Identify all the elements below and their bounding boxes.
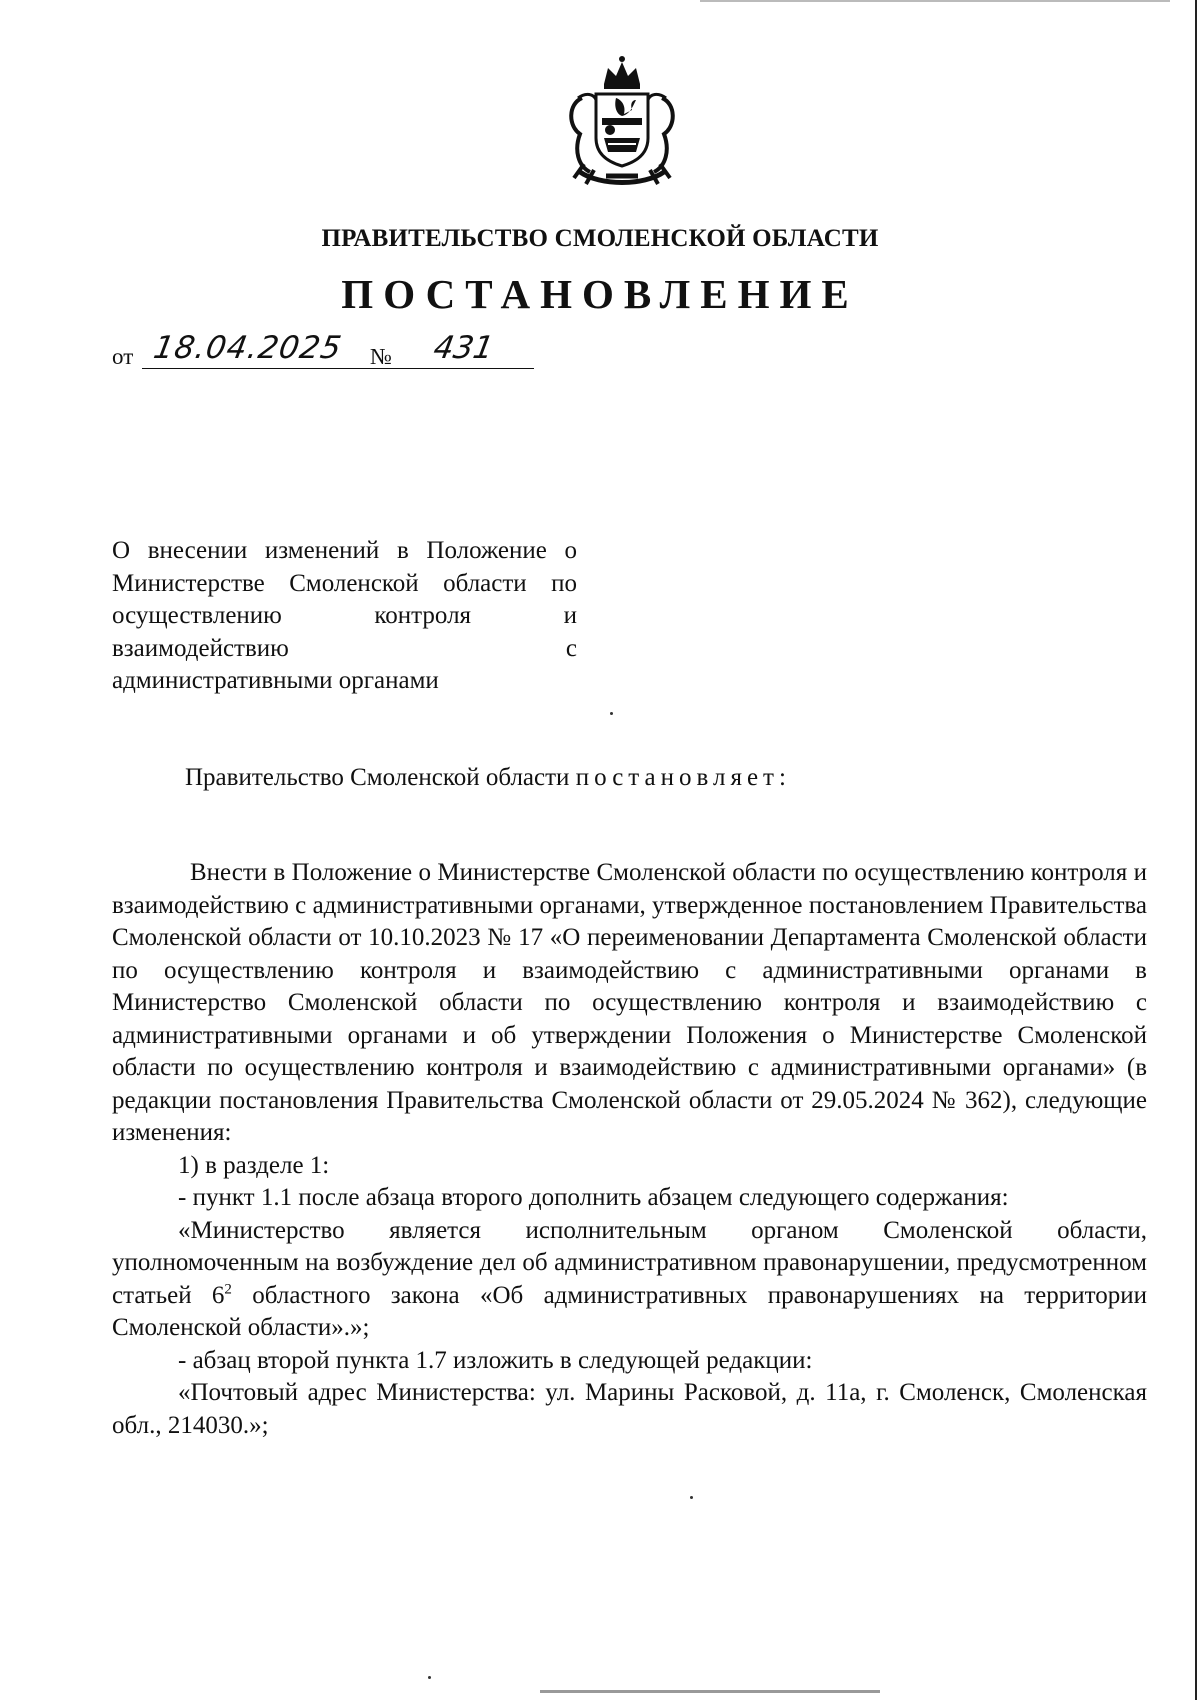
subject-line: административными органами bbox=[112, 667, 439, 694]
body-paragraph: - абзац второй пункта 1.7 изложить в следующей редакции: bbox=[178, 1346, 813, 1374]
decree-statement bbox=[185, 764, 791, 792]
body-paragraph: Внести в Положение о Министерстве Смоленской области по осуществлению контроля и взаимодействию с административными органами, утвержденное постановлением Правительства Смоленской области от 10.10.2023 № 17 «О переименовании Департамента Смоленской области по осуществлению контроля и взаимодействию с административными органами в Министерство Смоленской области по осуществлению контроля и взаимодействию с административными органами и об утверждении Положения о Министерстве Смоленской области по осуществлению контроля и взаимодействию с административными органами» (в редакции постановления Правительства Смоленской области от 29.05.2024 № 362), следующие изменения: bbox=[112, 859, 1147, 1146]
document-subject bbox=[112, 535, 577, 698]
number-field bbox=[402, 330, 534, 369]
scan-speck bbox=[610, 712, 613, 715]
subject-line: взаимодействию с bbox=[112, 634, 577, 662]
scan-artifact-top bbox=[700, 0, 1170, 2]
coat-of-arms-emblem bbox=[560, 54, 684, 188]
subject-line: Министерстве Смоленской области по bbox=[112, 569, 577, 597]
document-type-title: ПОСТАНОВЛЕНИЕ bbox=[341, 271, 859, 317]
number-sign: № bbox=[370, 344, 392, 369]
scan-speck bbox=[428, 1676, 431, 1679]
subject-line: О внесении изменений в Положение о bbox=[112, 537, 577, 564]
quote-text: областного закона «Об административных правонарушениях на территории Смоленской области».»; bbox=[112, 1281, 1148, 1341]
body-paragraph: 1) в разделе 1: bbox=[178, 1151, 330, 1179]
issuing-authority: ПРАВИТЕЛЬСТВО СМОЛЕНСКОЙ ОБЛАСТИ bbox=[321, 225, 879, 252]
quoted-insertion bbox=[112, 1215, 1147, 1345]
date-number-line bbox=[112, 330, 552, 384]
article-superscript: 2 bbox=[224, 1281, 232, 1298]
handwritten-date: 18.04.2025 bbox=[150, 330, 345, 366]
handwritten-number: 431 bbox=[430, 330, 497, 366]
scan-edge-line bbox=[1195, 0, 1197, 1700]
subject-line: осуществлению контроля и bbox=[112, 602, 577, 629]
body-paragraph: - пункт 1.1 после абзаца второго дополнить абзацем следующего содержания: bbox=[178, 1184, 1009, 1211]
scan-artifact-bottom bbox=[540, 1690, 880, 1693]
quote-text: «Министерство является исполнительным органом Смоленской области, уполномоченным на возбуждение дел об административном правонарушении, предусмотренном статьей 6 bbox=[112, 1216, 1147, 1309]
quoted-insertion: «Почтовый адрес Министерства: ул. Марины Расковой, д. 11а, г. Смоленск, Смоленская обл., 214030.»; bbox=[112, 1379, 1147, 1439]
date-prefix: от bbox=[112, 344, 134, 369]
decree-verb: постановляет: bbox=[575, 764, 791, 791]
scan-speck bbox=[690, 1496, 693, 1499]
document-body bbox=[112, 857, 1147, 1442]
decree-lead: Правительство Смоленской области bbox=[185, 764, 570, 791]
